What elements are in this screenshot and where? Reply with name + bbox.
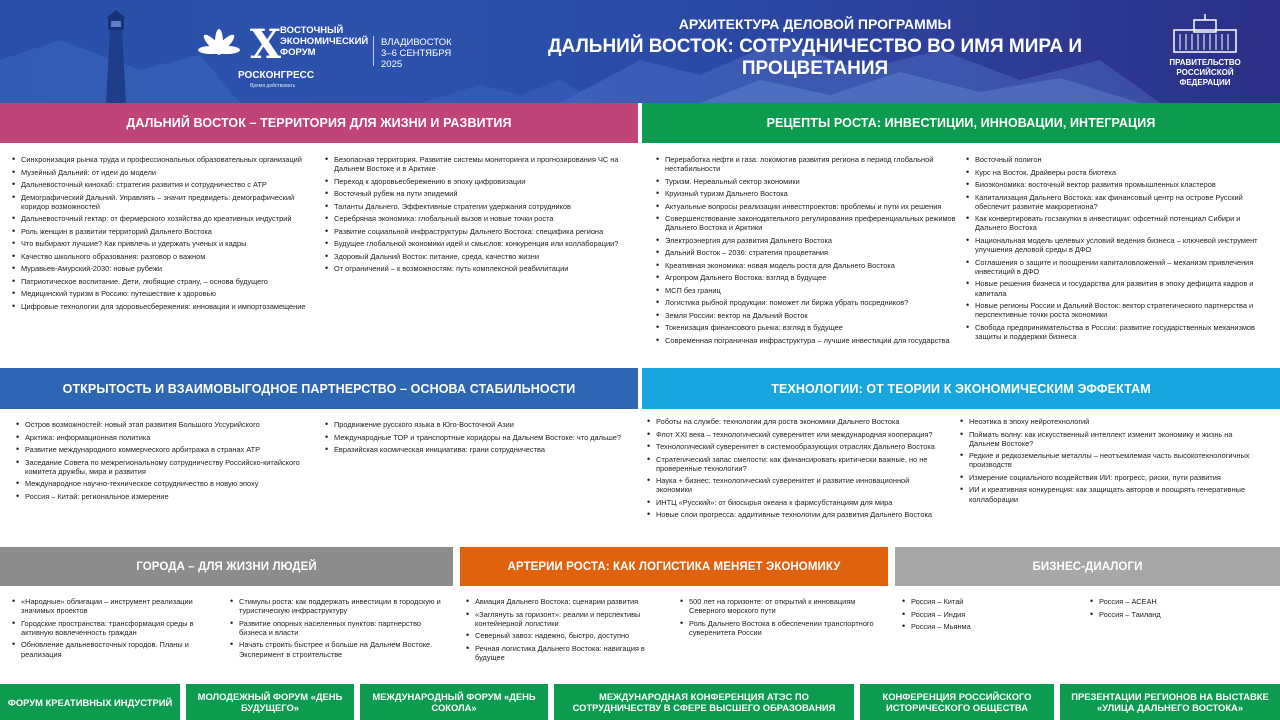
forum-number: X [250, 21, 282, 68]
list-item: • Национальная модель целевых условий ведения бизнеса – ключевой инструмент улучшения деловой среды в ДФО [966, 236, 1268, 254]
list-item: • Будущее глобальной экономики идей и смыслов: конкуренция или коллаборации? [325, 239, 630, 248]
list-item: • Евразийская космическая инициатива: грани сотрудничества [325, 445, 625, 454]
government-building-icon [1170, 14, 1240, 54]
cities-list-1 [12, 597, 217, 662]
list-item: • Биоэкономика: восточный вектор развития промышленных кластеров [966, 180, 1268, 189]
list-item: • Городские пространства: трансформация среды в активную вовлеченность граждан [12, 619, 217, 637]
section-title-recipes: РЕЦЕПТЫ РОСТА: ИНВЕСТИЦИИ, ИННОВАЦИИ, ИНТЕГРАЦИЯ [642, 103, 1280, 143]
list-item: • ИНТЦ «Русский»: от биосырья океана к фармсубстанциям для мира [647, 498, 947, 507]
list-item: • От ограничений – к возможностям: путь комплексной реабилитации [325, 264, 630, 273]
list-item: • Речная логистика Дальнего Востока: навигация в будущее [466, 644, 666, 662]
event-regions-exhibition: ПРЕЗЕНТАЦИИ РЕГИОНОВ НА ВЫСТАВКЕ «УЛИЦА ДАЛЬНЕГО ВОСТОКА» [1060, 684, 1280, 720]
list-item: • Муравьев-Амурский-2030: новые рубежи [12, 264, 317, 273]
event-historical-society: КОНФЕРЕНЦИЯ РОССИЙСКОГО ИСТОРИЧЕСКОГО ОБЩЕСТВА [860, 684, 1054, 720]
event-creative-industries: ФОРУМ КРЕАТИВНЫХ ИНДУСТРИЙ [0, 684, 180, 720]
openness-list-2 [325, 420, 625, 458]
forum-name: ВОСТОЧНЫЙ ЭКОНОМИЧЕСКИЙ ФОРУМ [280, 25, 369, 58]
list-item: • Дальний Восток – 2036: стратегия процветания [656, 248, 956, 257]
list-item: • Россия – Китай: региональное измерение [16, 492, 316, 501]
list-item: • Переработка нефти и газа: локомотив развития региона в период глобальной нестабильности [656, 155, 956, 173]
list-item: • Безопасная территория. Развитие системы мониторинга и прогнозирования ЧС на Дальнем Востоке и в Арктике [325, 155, 630, 173]
list-item: • Серебряная экономика: глобальный вызов и новые точки роста [325, 214, 630, 223]
arteries-list-1 [466, 597, 666, 665]
list-item: • Переход к здоровьесбережению в эпоху цифровизации [325, 177, 630, 186]
list-item: • Креативная экономика: новая модель роста для Дальнего Востока [656, 261, 956, 270]
list-item: • Таланты Дальнего. Эффективные стратегии удержания сотрудников [325, 202, 630, 211]
list-item: • Развитие социальной инфраструктуры Дальнего Востока: специфика региона [325, 227, 630, 236]
list-item: • Продвижение русского языка в Юго-Восточной Азии [325, 420, 625, 429]
list-item: • Медицинский туризм в Россию: путешествие к здоровью [12, 289, 317, 298]
section-title-cities: ГОРОДА – ДЛЯ ЖИЗНИ ЛЮДЕЙ [0, 547, 453, 586]
territory-list-1 [12, 155, 317, 314]
list-item: • ИИ и креативная конкуренция: как защищать авторов и поощрять генеративные коллаборации [960, 485, 1265, 503]
list-item: • Земля России: вектор на Дальний Восток [656, 311, 956, 320]
lighthouse-icon [96, 8, 136, 103]
list-item: • Дальневосточный гектар: от фермерского хозяйства до креативных индустрий [12, 214, 317, 223]
list-item: • Технологический суверенитет в системообразующих отраслях Дальнего Востока [647, 442, 947, 451]
section-title-technology: ТЕХНОЛОГИИ: ОТ ТЕОРИИ К ЭКОНОМИЧЕСКИМ ЭФФЕКТАМ [642, 368, 1280, 409]
list-item: • Курс на Восток. Драйверы роста биотеха [966, 168, 1268, 177]
roscongress-slogan: Время действовать [250, 83, 296, 89]
list-item: • Заседание Совета по межрегиональному сотрудничеству Российско-китайского комитета дружбы, мира и развития [16, 458, 316, 476]
forum-flower-logo [190, 24, 248, 70]
list-item: • Россия – Мьянма [902, 622, 1072, 631]
list-item: • Измерение социального воздействия ИИ: прогресс, риски, пути развития [960, 473, 1265, 482]
list-item: • Остров возможностей: новый этап развития Большого Уссурийского [16, 420, 316, 429]
list-item: • Демографический Дальний. Управлять – значит предвидеть: демографический коридор возможностей [12, 193, 317, 211]
program-title: ДАЛЬНИЙ ВОСТОК: СОТРУДНИЧЕСТВО ВО ИМЯ МИРА И ПРОЦВЕТАНИЯ [547, 36, 1083, 79]
list-item: • Современная пограничная инфраструктура – лучшие инвестиции для государства [656, 336, 956, 345]
openness-list-1 [16, 420, 316, 504]
list-item: • Новые решения бизнеса и государства для развития в эпоху дефицита кадров и капитала [966, 279, 1268, 297]
business-list-2 [1090, 597, 1260, 622]
list-item: • Новые регионы России и Дальний Восток: вектор стратегического партнерства и перспективные точки роста экономики [966, 301, 1268, 319]
forum-year: 2025 [381, 59, 403, 70]
header-separator [373, 36, 374, 66]
list-item: • Свобода предпринимательства в России: развитие государственных механизмов защиты и поддержки бизнеса [966, 323, 1268, 341]
list-item: • Флот XXI века – технологический суверенитет или международная кооперация? [647, 430, 947, 439]
list-item: • Международное научно-техническое сотрудничество в новую эпоху [16, 479, 316, 488]
list-item: • Новые слои прогресса: аддитивные технологии для развития Дальнего Востока [647, 510, 947, 519]
recipes-list-2 [966, 155, 1268, 344]
list-item: • Логистика рыбной продукции: поможет ли биржа убрать посредников? [656, 298, 956, 307]
list-item: • Музейный Дальний: от идеи до модели [12, 168, 317, 177]
list-item: • Круизный туризм Дальнего Востока [656, 189, 956, 198]
list-item: • Россия – Китай [902, 597, 1072, 606]
list-item: • Россия – Индия [902, 610, 1072, 619]
technology-list-2 [960, 417, 1265, 507]
list-item: • Роль Дальнего Востока в обеспечении транспортного суверенитета России [680, 619, 885, 637]
list-item: • Патриотическое воспитание. Дети, любящие страну, – основа будущего [12, 277, 317, 286]
section-title-business: БИЗНЕС-ДИАЛОГИ [895, 547, 1280, 586]
list-item: • Арктика: информационная политика [16, 433, 316, 442]
list-item: • Стратегический запас смелости: как финансировать критически важные, но не проверенные технологии? [647, 455, 947, 473]
list-item: • Начать строить быстрее и больше на Дальнем Востоке. Эксперимент в строительстве [230, 640, 450, 658]
list-item: • Токенизация финансового рынка: взгляд в будущее [656, 323, 956, 332]
arteries-list-2 [680, 597, 885, 640]
program-supertitle: АРХИТЕКТУРА ДЕЛОВОЙ ПРОГРАММЫ [678, 16, 952, 32]
list-item: • Международные ТОР и транспортные коридоры на Дальнем Востоке: что дальше? [325, 433, 625, 442]
list-item: • Качество школьного образования: разговор о важном [12, 252, 317, 261]
cities-list-2 [230, 597, 450, 662]
recipes-list-1 [656, 155, 956, 348]
list-item: • Капитализация Дальнего Востока: как финансовый центр на острове Русский обеспечит развитие макрорегиона? [966, 193, 1268, 211]
technology-list-1 [647, 417, 947, 523]
section-title-arteries: АРТЕРИИ РОСТА: КАК ЛОГИСТИКА МЕНЯЕТ ЭКОНОМИКУ [460, 547, 888, 586]
list-item: • Туризм. Нереальный сектор экономики [656, 177, 956, 186]
list-item: • Цифровые технологии для здоровьесбережения: инновации и импортозамещение [12, 302, 317, 311]
list-item: • 500 лет на горизонте: от открытий к инновациям Северного морского пути [680, 597, 885, 615]
government-label: ПРАВИТЕЛЬСТВО РОССИЙСКОЙ ФЕДЕРАЦИИ [1169, 58, 1241, 87]
section-title-openness: ОТКРЫТОСТЬ И ВЗАИМОВЫГОДНОЕ ПАРТНЕРСТВО – ОСНОВА СТАБИЛЬНОСТИ [0, 368, 638, 409]
list-item: • Северный завоз: надежно, быстро, доступно [466, 631, 666, 640]
list-item: • Роботы на службе: технологии для роста экономики Дальнего Востока [647, 417, 947, 426]
forum-place [381, 37, 471, 70]
territory-list-2 [325, 155, 630, 277]
list-item: • Поймать волну: как искусственный интеллект изменит экономику и жизнь на Дальнем Востоке? [960, 430, 1265, 448]
list-item: • Восточный рубеж на пути эпидемий [325, 189, 630, 198]
list-item: • Обновление дальневосточных городов. Планы и реализация [12, 640, 217, 658]
list-item: • Россия – Таиланд [1090, 610, 1260, 619]
list-item: • Неоэтика в эпоху нейротехнологий [960, 417, 1265, 426]
list-item: • Здоровый Дальний Восток: питание, среда, качество жизни [325, 252, 630, 261]
list-item: • Редкие и редкоземельные металлы – неотъемлемая часть высокотехнологичных производств [960, 451, 1265, 469]
list-item: • Развитие международного коммерческого арбитража в странах АТР [16, 445, 316, 454]
list-item: • Совершенствование законодательного регулирования преференциальных режимов Дальнего Востока и Арктики [656, 214, 956, 232]
list-item: • Россия – АСЕАН [1090, 597, 1260, 606]
list-item: • МСП без границ [656, 286, 956, 295]
list-item: • Синхронизация рынка труда и профессиональных образовательных организаций [12, 155, 317, 164]
event-falcon-day: МЕЖДУНАРОДНЫЙ ФОРУМ «ДЕНЬ СОКОЛА» [360, 684, 548, 720]
list-item: • Восточный полигон [966, 155, 1268, 164]
roscongress-logo: РОСКОНГРЕСС [238, 70, 315, 81]
forum-dates: 3–6 СЕНТЯБРЯ [381, 48, 452, 59]
business-list-1 [902, 597, 1072, 635]
list-item: • Электроэнергия для развития Дальнего Востока [656, 236, 956, 245]
header-banner [0, 0, 1280, 103]
list-item: • Наука + бизнес: технологический суверенитет и развитие инновационной экономики [647, 476, 947, 494]
list-item: • Соглашения о защите и поощрении капиталовложений – механизм привлечения инвестиций в ДФО [966, 258, 1268, 276]
list-item: • Дальневосточный кинохаб: стратегия развития и сотрудничество с АТР [12, 180, 317, 189]
list-item: • Роль женщин в развитии территорий Дальнего Востока [12, 227, 317, 236]
list-item: • «Заглянуть за горизонт»: реалии и перспективы контейнерной логистики [466, 610, 666, 628]
forum-city: ВЛАДИВОСТОК [381, 37, 452, 48]
list-item: • Агропром Дальнего Востока: взгляд в будущее [656, 273, 956, 282]
list-item: • Что выбирают лучшие? Как привлечь и удержать ученых и кадры [12, 239, 317, 248]
event-apec-conference: МЕЖДУНАРОДНАЯ КОНФЕРЕНЦИЯ АТЭС ПО СОТРУДНИЧЕСТВУ В СФЕРЕ ВЫСШЕГО ОБРАЗОВАНИЯ [554, 684, 854, 720]
list-item: • Развитие опорных населенных пунктов: партнерство бизнеса и власти [230, 619, 450, 637]
list-item: • Авиация Дальнего Востока: сценарии развития [466, 597, 666, 606]
list-item: • Как конвертировать госзакупки в инвестиции: офсетный потенциал Сибири и Дальнего Востока [966, 214, 1268, 232]
list-item: • Актуальные вопросы реализации инвестпроектов: проблемы и пути их решения [656, 202, 956, 211]
list-item: • «Народные» облигации – инструмент реализации значимых проектов [12, 597, 217, 615]
list-item: • Стимулы роста: как поддержать инвестиции в городскую и туристическую инфраструктуру [230, 597, 450, 615]
event-youth-forum: МОЛОДЕЖНЫЙ ФОРУМ «ДЕНЬ БУДУЩЕГО» [186, 684, 354, 720]
section-title-territory: ДАЛЬНИЙ ВОСТОК – ТЕРРИТОРИЯ ДЛЯ ЖИЗНИ И РАЗВИТИЯ [0, 103, 638, 143]
